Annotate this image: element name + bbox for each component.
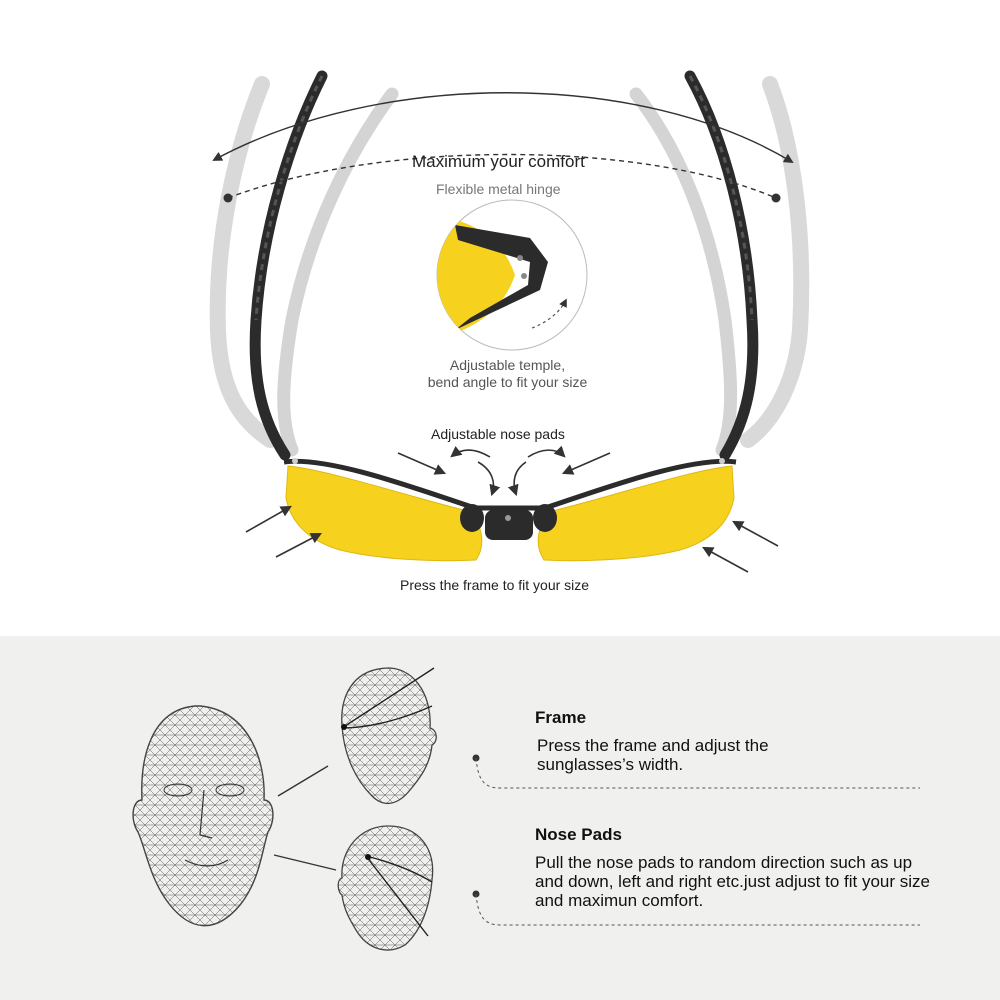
nose-pads-feature-body: Pull the nose pads to random direction such as up and down, left and right etc.just adjust to fit your size and maximun comfort. [535,853,930,910]
frame-feature-title: Frame [535,708,587,727]
ghost-temple-left-inner [284,94,392,450]
temple-note [400,357,615,391]
wireframe-head-icon-nose [338,826,432,950]
connector-line-nose [274,855,336,870]
nose-pad-arrows [398,450,610,494]
temple-right [690,76,753,455]
ghost-temple-right-outer [748,84,801,440]
temple-note-line2: bend angle to fit your size [427,374,588,390]
frame-feature-body: Press the frame and adjust the sunglasses’s width. [537,736,769,774]
wireframe-head-icon-frame [341,668,436,803]
press-frame-label: Press the frame to fit your size [400,577,590,593]
hinge-subheading: Flexible metal hinge [436,181,561,197]
nose-pads-feature-title: Nose Pads [535,825,622,844]
wireframe-head-icon [133,706,273,926]
comfort-heading: Maximum your comfort [412,152,585,171]
nose-pads-label: Adjustable nose pads [431,426,565,442]
temple-note-line1: Adjustable temple, [449,357,566,373]
connector-line-frame [278,766,328,796]
hinge-zoom-icon [430,200,587,350]
